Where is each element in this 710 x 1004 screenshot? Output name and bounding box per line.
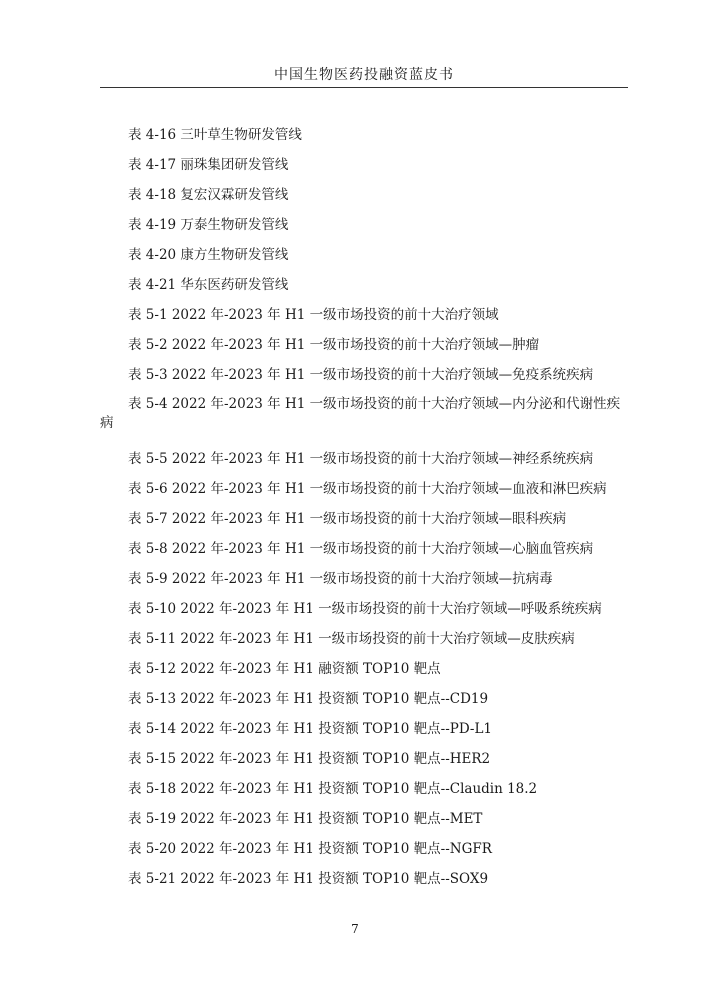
list-item-text: 表 5-12 2022 年-2023 年 H1 融资额 TOP10 靶点 [128, 661, 441, 677]
list-item-text: 表 5-4 2022 年-2023 年 H1 一级市场投资的前十大治疗领域—内分泌和代谢性疾病 [100, 396, 621, 431]
list-item[interactable] [100, 330, 628, 360]
list-item[interactable] [100, 804, 628, 834]
list-item[interactable] [100, 150, 628, 180]
list-item-text: 表 5-3 2022 年-2023 年 H1 一级市场投资的前十大治疗领域—免疫系统疾病 [128, 367, 594, 383]
list-item[interactable] [100, 360, 628, 390]
list-item[interactable] [100, 654, 628, 684]
list-item[interactable] [100, 594, 628, 624]
list-item[interactable] [100, 834, 628, 864]
list-item-text: 表 5-15 2022 年-2023 年 H1 投资额 TOP10 靶点--HER2 [128, 751, 491, 767]
list-item-text: 表 5-8 2022 年-2023 年 H1 一级市场投资的前十大治疗领域—心脑血管疾病 [128, 541, 594, 557]
header-rule [100, 87, 628, 88]
list-item[interactable] [100, 534, 628, 564]
list-item[interactable] [100, 210, 628, 240]
list-item-text: 表 4-21 华东医药研发管线 [128, 277, 289, 293]
list-item[interactable] [100, 300, 628, 330]
list-item[interactable] [100, 180, 628, 210]
list-item-text: 表 5-19 2022 年-2023 年 H1 投资额 TOP10 靶点--MET [128, 811, 483, 827]
list-item[interactable] [100, 774, 628, 804]
list-item[interactable] [100, 564, 628, 594]
list-item-text: 表 4-17 丽珠集团研发管线 [128, 157, 289, 173]
list-item-text: 表 5-7 2022 年-2023 年 H1 一级市场投资的前十大治疗领域—眼科疾病 [128, 511, 567, 527]
list-item-text: 表 5-1 2022 年-2023 年 H1 一级市场投资的前十大治疗领域 [128, 307, 499, 323]
list-item-text: 表 5-6 2022 年-2023 年 H1 一级市场投资的前十大治疗领域—血液和淋巴疾病 [128, 481, 607, 497]
list-item[interactable] [100, 240, 628, 270]
list-item-text: 表 5-20 2022 年-2023 年 H1 投资额 TOP10 靶点--NGFR [128, 841, 492, 857]
running-header: 中国生物医药投融资蓝皮书 [274, 67, 454, 83]
list-item[interactable] [100, 395, 628, 433]
list-item-text: 表 5-10 2022 年-2023 年 H1 一级市场投资的前十大治疗领域—呼吸系统疾病 [128, 601, 602, 617]
list-item-text: 表 5-14 2022 年-2023 年 H1 投资额 TOP10 靶点--PD-L1 [128, 721, 493, 737]
list-item-text: 表 5-11 2022 年-2023 年 H1 一级市场投资的前十大治疗领域—皮肤疾病 [128, 631, 575, 647]
list-item[interactable] [100, 474, 628, 504]
list-item-text: 表 5-21 2022 年-2023 年 H1 投资额 TOP10 靶点--SOX9 [128, 871, 489, 887]
list-item[interactable] [100, 270, 628, 300]
list-item-text: 表 5-2 2022 年-2023 年 H1 一级市场投资的前十大治疗领域—肿瘤 [128, 337, 540, 353]
table-list [100, 120, 628, 894]
list-item[interactable] [100, 744, 628, 774]
page-number: 7 [351, 922, 359, 936]
list-item-text: 表 4-20 康方生物研发管线 [128, 247, 289, 263]
list-item-text: 表 4-19 万泰生物研发管线 [128, 217, 289, 233]
list-item-text: 表 4-18 复宏汉霖研发管线 [128, 187, 289, 203]
list-item[interactable] [100, 120, 628, 150]
list-item[interactable] [100, 684, 628, 714]
list-item[interactable] [100, 624, 628, 654]
list-item[interactable] [100, 714, 628, 744]
list-item-text: 表 5-18 2022 年-2023 年 H1 投资额 TOP10 靶点--Claudin 18.2 [128, 781, 538, 797]
list-item-text: 表 5-5 2022 年-2023 年 H1 一级市场投资的前十大治疗领域—神经系统疾病 [128, 451, 594, 467]
list-item-text: 表 5-13 2022 年-2023 年 H1 投资额 TOP10 靶点--CD19 [128, 691, 489, 707]
list-item[interactable] [100, 444, 628, 474]
list-item[interactable] [100, 864, 628, 894]
list-item-text: 表 4-16 三叶草生物研发管线 [128, 127, 302, 143]
list-item-text: 表 5-9 2022 年-2023 年 H1 一级市场投资的前十大治疗领域—抗病毒 [128, 571, 553, 587]
list-item[interactable] [100, 504, 628, 534]
